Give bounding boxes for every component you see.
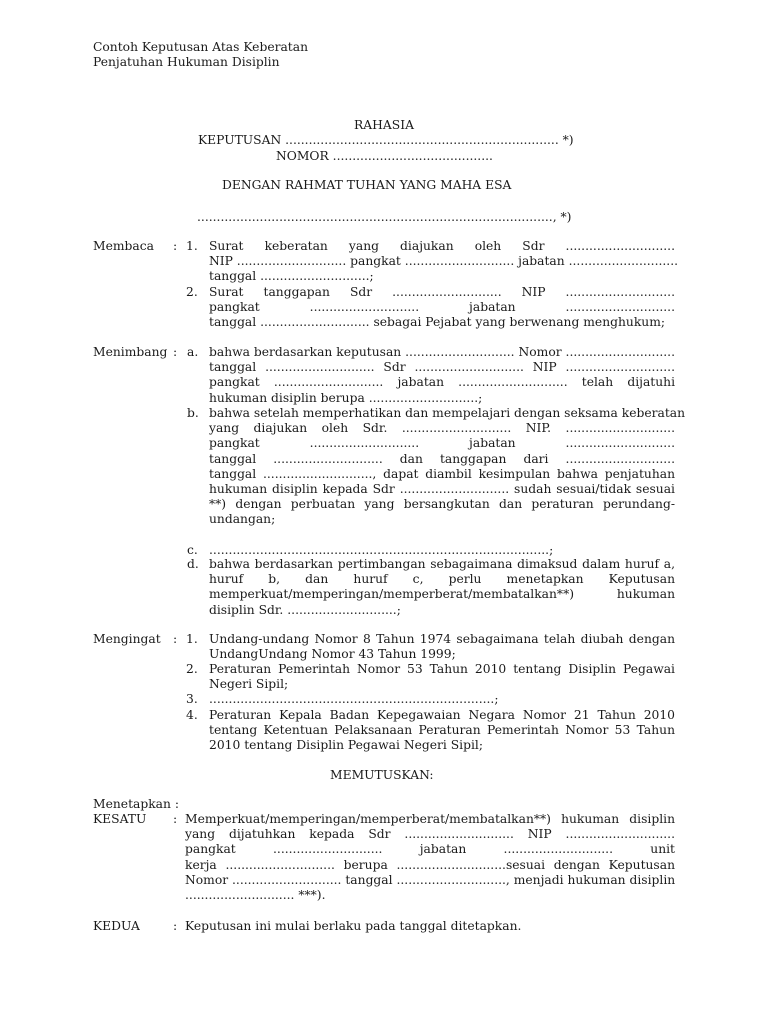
header-line-2: Penjatuhan Hukuman Disiplin bbox=[93, 55, 280, 69]
item-number: 1. bbox=[186, 239, 198, 253]
kedua-text: Keputusan ini mulai berlaku pada tanggal ditetapkan. bbox=[185, 919, 522, 933]
colon: : bbox=[173, 239, 178, 253]
item-letter: d. bbox=[187, 557, 199, 571]
item-letter: c. bbox=[187, 543, 198, 557]
item-number: 4. bbox=[186, 708, 198, 722]
menimbang-item-c: .......................................................................................; bbox=[209, 543, 554, 557]
title-nomor: NOMOR ......................................... bbox=[276, 149, 493, 163]
item-letter: b. bbox=[187, 406, 199, 420]
menimbang-item-a: bahwa berdasarkan keputusan ............................ Nomor ............................ tanggal ............................ Sdr ............................ NIP ............................ pangkat ............................ jabatan ............................ telah dijatuhi hukuman disiplin berupa ............................; bbox=[209, 345, 675, 405]
colon: : bbox=[173, 919, 178, 933]
membaca-item-2: Surat tanggapan Sdr ............................ NIP ............................ pangkat ............................ jabatan ............................ tanggal ............................ sebagai Pejabat yang berwenang menghukum; bbox=[209, 285, 675, 330]
section-label-menetapkan: Menetapkan : bbox=[93, 797, 179, 811]
kesatu-text: Memperkuat/memperingan/memperberat/membatalkan**) hukuman disiplin yang dijatuhkan kepada Sdr ............................ NIP ............................ pangkat ............................ jabatan ............................ unit kerja ............................ berupa ............................sesuai dengan Keputusan Nomor ............................ tanggal ............................, menjadi hukuman disiplin ............................ ***). bbox=[185, 812, 676, 903]
mengingat-item-4: Peraturan Kepala Badan Kepegawaian Negara Nomor 21 Tahun 2010 tentang Ketentuan Pelaksanaan Peraturan Pemerintah Nomor 53 Tahun 2010 tentang Disiplin Pegawai Negeri Sipil; bbox=[209, 708, 675, 753]
item-number: 3. bbox=[186, 692, 198, 706]
title-pejabat: ..........................................................................................., *) bbox=[197, 210, 572, 224]
colon: : bbox=[173, 632, 178, 646]
title-dengan-rahmat: DENGAN RAHMAT TUHAN YANG MAHA ESA bbox=[222, 178, 512, 192]
membaca-item-1: Surat keberatan yang diajukan oleh Sdr ............................ NIP ............................ pangkat ............................ jabatan ............................ tanggal ............................; bbox=[209, 239, 679, 284]
menimbang-item-b: bahwa setelah memperhatikan dan mempelajari dengan seksama keberatan yang diajukan oleh Sdr. ............................ NIP. ............................ pangkat ............................ jabatan ............................ tanggal ............................ dan tanggapan dari ............................ tanggal ............................, dapat diambil kesimpulan bahwa penjatuhan hukuman disiplin kepada Sdr ............................ sudah sesuai/tidak sesuai **) dengan perbuatan yang bersangkutan dan peraturan perundang- undangan; bbox=[209, 406, 686, 527]
title-rahasia: RAHASIA bbox=[354, 118, 414, 132]
section-label-mengingat: Mengingat bbox=[93, 632, 161, 646]
mengingat-item-3: .........................................................................; bbox=[209, 692, 499, 706]
title-keputusan: KEPUTUSAN ...................................................................... *) bbox=[198, 133, 574, 147]
item-number: 2. bbox=[186, 662, 198, 676]
item-letter: a. bbox=[187, 345, 199, 359]
item-number: 2. bbox=[186, 285, 198, 299]
section-label-menimbang: Menimbang bbox=[93, 345, 168, 359]
colon: : bbox=[173, 345, 178, 359]
section-label-kesatu: KESATU bbox=[93, 812, 147, 826]
menimbang-item-d: bahwa berdasarkan pertimbangan sebagaimana dimaksud dalam huruf a, huruf b, dan huruf c, perlu menetapkan Keputusan memperkuat/memperingan/memperberat/membatalkan**) hukuman disiplin Sdr. ............................; bbox=[209, 557, 675, 617]
section-label-membaca: Membaca bbox=[93, 239, 154, 253]
item-number: 1. bbox=[186, 632, 198, 646]
section-label-kedua: KEDUA bbox=[93, 919, 140, 933]
mengingat-item-2: Peraturan Pemerintah Nomor 53 Tahun 2010 tentang Disiplin Pegawai Negeri Sipil; bbox=[209, 662, 675, 692]
mengingat-item-1: Undang-undang Nomor 8 Tahun 1974 sebagaimana telah diubah dengan UndangUndang Nomor 43 Tahun 1999; bbox=[209, 632, 675, 662]
title-memutuskan: MEMUTUSKAN: bbox=[330, 768, 434, 782]
colon: : bbox=[173, 812, 178, 826]
header-line-1: Contoh Keputusan Atas Keberatan bbox=[93, 40, 309, 54]
